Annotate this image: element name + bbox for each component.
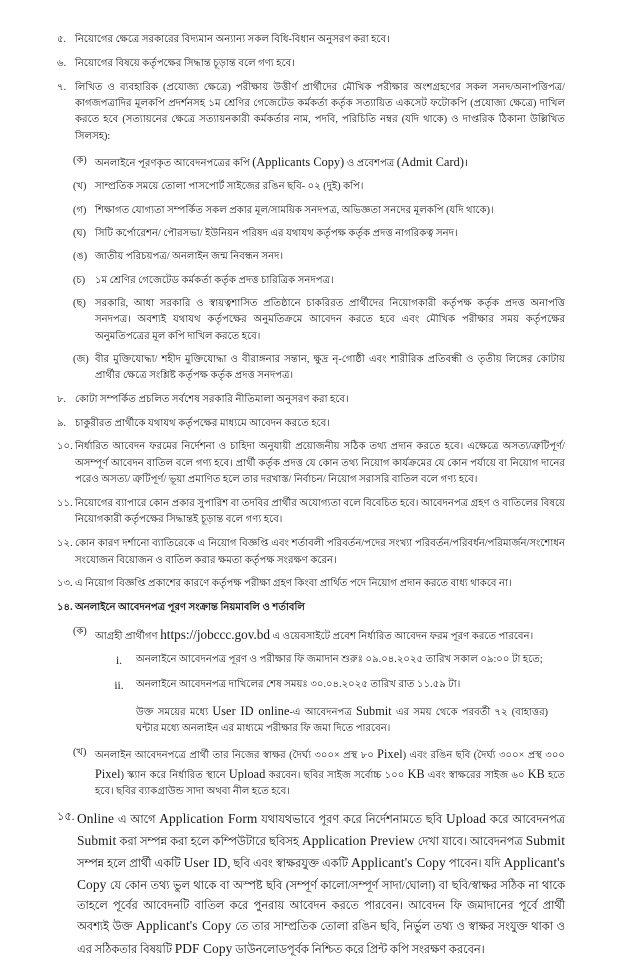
clause-9-text: চাকুরীরত প্রার্থীকে যথাযথ কর্তৃপক্ষের মাধ্যমে আবেদন করতে হবে। — [75, 417, 330, 429]
subclause-chha — [73, 296, 565, 345]
latin-term: KB — [527, 766, 545, 781]
clause-6-number: ৬. — [57, 57, 67, 69]
subclause-ga-label: (গ) — [73, 204, 87, 216]
clause-13 — [56, 576, 565, 592]
clause-6-text: নিয়োগের বিষয়ে কর্তৃপক্ষের সিদ্ধান্ত চূড়ান্ত বলে গণ্য হবে। — [75, 57, 295, 69]
clause-10-text: নির্ধারিত আবেদন ফরমের নির্দেশনা ও চাহিদা অনুযায়ী প্রয়োজনীয় সঠিক তথ্য প্রদান করতে হবে। এক্ষেত্রে অসত্য/ত্রুটিপূর্ণ/ অসম্পূর্ণ আবেদন বাতিল বলে গণ্য হবে। প্রার্থী কর্তৃক প্রদত্ত যে কোন তথ্য নিয়োগ কার্যক্রমের যে কোন পর্যায়ে বা নিয়োগ দানের পরেও অসত্য/ ত্রুটিপূর্ণ/ ভূয়া প্রমাণিত হলে তার দরখাস্ত/ নির্বাচন/ নিয়োগ সরাসরি বাতিল বলে গণ্য হবে। — [75, 441, 565, 486]
bengali-run: ) এবং রঙিন ছবি (দৈর্ঘ্য ৩০০× প্রস্থ ৩০০ — [402, 749, 565, 761]
subclause-ga-text — [95, 203, 565, 219]
ka-prefix-text: আগ্রহী প্রার্থীগণ — [95, 631, 161, 643]
bengali-run: ও প্রবেশপত্র — [344, 157, 397, 169]
bengali-run: যে কোন তথ্য ভুল থাকে বা অস্পষ্ট ছবি (সম্পূর্ণ কালো/সম্পূর্ণ সাদা/ঘোলা) বা ছবি/স্বাক্ষর সঠিক না থাকে তাহলে পূর্বের আবেদনটি বাতিল করে পুনরায় আবেদন করতে পারবেন। আবেদন ফি জমাদানের পূর্বে প্রার্থী অবশ্যই উক্ত — [77, 880, 565, 934]
clause-14-roman-item-ii — [102, 677, 565, 696]
clause-11-text: নিয়োগের ব্যাপারে কোন প্রকার সুপারিশ বা তদবির প্রার্থীর অযোগ্যতা বলে বিবেচিত হবে। আবেদনপত্র গ্রহণ ও বাতিলের বিষয়ে নিয়োগকারী কর্তৃপক্ষের সিদ্ধান্তই চূড়ান্ত বলে গণ্য হবে। — [75, 497, 565, 526]
subclause-gha-text — [95, 226, 565, 242]
subclause-ja-text — [95, 352, 565, 385]
clause-10-number: ১০. — [57, 441, 73, 453]
subclause-ka-text — [95, 153, 565, 173]
latin-term: Application Preview — [301, 832, 415, 848]
clause-15-text — [77, 808, 565, 960]
clause-14-subclause-ka-label: (ক) — [73, 626, 87, 638]
clause-14 — [56, 600, 565, 616]
bengali-run: হতে হবে। ছবির ব্যাকগ্রাউন্ড সাদা অথবা নীল হতে হবে। — [95, 769, 565, 798]
latin-term: Applicant's Copy — [351, 855, 446, 871]
subclause-una-label: (ঙ) — [73, 251, 88, 263]
clause-11-number: ১১. — [57, 497, 73, 509]
clause-14-subclause-kha-label: (খ) — [73, 746, 87, 758]
clause-14-subclause-ka-text — [95, 624, 565, 645]
subclause-ka-label: (ক) — [73, 154, 87, 166]
bengali-run: যথাযথভাবে পূরণ করে নির্দেশনামতে ছবি — [257, 813, 446, 826]
bengali-run: -এ আবেদনপত্র — [289, 706, 356, 718]
bengali-run: সিটি কর্পোরেশন/ পৌরসভা/ ইউনিয়ন পরিষদ এর যথাযথ কর্তৃপক্ষ কর্তৃক প্রদত্ত নাগরিকত্ব সনদ। — [95, 228, 458, 240]
latin-term: Upload — [446, 810, 487, 826]
latin-term: PDF Copy — [174, 940, 233, 956]
bengali-run: , ছবি এবং স্বাক্ষরযুক্ত একটি — [227, 858, 352, 871]
subclause-kha-label: (খ) — [73, 181, 87, 193]
bengali-run: এ আগে — [114, 813, 160, 826]
clause-11 — [56, 496, 565, 529]
subclause-kha — [73, 179, 565, 195]
clause-7-text: লিখিত ও ব্যবহারিক (প্রযোজ্য ক্ষেত্রে) পরীক্ষায় উত্তীর্ণ প্রার্থীদের মৌখিক পরীক্ষার অংশগ্রহণের সকল সনদ/অনাপত্তিপত্র/ কাগজপত্রাদির মূলকপি প্রদর্শনসহ ১ম শ্রেণির গেজেটেড কর্মকর্তা কর্তৃক সত্যায়িত একসেট ফটোকপি (প্রযোজ্য ক্ষেত্রে) দাখিল করতে হবে (সত্যায়নের ক্ষেত্রে সত্যায়নকারী কর্মকর্তার নাম, পদবি, পরিচিতি নম্বর (যদি থাকে) ও দাপ্তরিক ঠিকানা উল্লিখিত সিলসহ): — [75, 81, 565, 142]
roman-text-i: অনলাইনে আবেদনপত্র পূরণ ও পরীক্ষার ফি জমাদান শুরুঃ ০৯.০৪.২০২৫ তারিখ সকাল ০৯:০০ টা হতে; — [136, 654, 543, 666]
clause-5-text: নিয়োগের ক্ষেত্রে সরকারের বিদ্যমান অন্যান্য সকল বিধি-বিধান অনুসরণ করা হবে। — [75, 34, 390, 45]
subclause-cha — [73, 273, 565, 289]
latin-term: Application Form — [159, 810, 258, 826]
clause-14-subclause-ka — [73, 624, 565, 645]
subclause-kha-text — [95, 179, 565, 195]
latin-term: Pixel — [95, 766, 121, 781]
latin-term: Submit — [77, 832, 117, 848]
latin-term: Online — [77, 810, 115, 826]
clause-14-subclause-kha-text — [95, 745, 565, 801]
latin-term: Applicant's Copy — [136, 918, 232, 934]
roman-label-i: i. — [115, 655, 123, 668]
bengali-run: এবং স্বাক্ষরের সাইজ ৬০ — [424, 769, 528, 781]
clause-12-number: ১২. — [57, 538, 73, 550]
clause-5-number: ৫. — [57, 34, 67, 45]
latin-term: Submit — [355, 703, 392, 718]
clause-10 — [56, 439, 565, 488]
clause-14-subclause-kha — [73, 745, 565, 801]
latin-term: Applicant's Copy — [77, 855, 565, 893]
subclause-una — [73, 249, 565, 265]
bengali-run: । — [463, 157, 468, 169]
clause-5 — [56, 32, 565, 48]
clause-12 — [56, 536, 565, 569]
clause-6 — [56, 56, 565, 72]
subclause-ga — [73, 203, 565, 219]
bengali-run: তে তার সাম্প্রতিক তোলা রঙিন ছবি, নির্ভুল তথ্য ও স্বাক্ষর সংযুক্ত থাকা ও এর সঠিকতার বিষয়টি — [77, 921, 565, 956]
bengali-run: সরকারি, আধা সরকারি ও স্বায়ত্বশাসিত প্রতিষ্ঠানে চাকরিরত প্রার্থীদের নিয়োগকারী কর্তৃপক্ষ কর্তৃক প্রদত্ত অনাপত্তি সনদপত্র। অবশ্যই যথাযথ কর্তৃপক্ষের অনুমতিক্রমে আবেদন করতে হবে এবং মৌখিক পরীক্ষার সময় কর্তৃপক্ষের অনুমতিপত্রের মূল কপি দাখিল করতে হবে। — [95, 298, 565, 342]
bengali-run: ১ম শ্রেণির গেজেটেড কর্মকর্তা কর্তৃক প্রদত্ত চারিত্রিক সনদপত্র। — [95, 274, 334, 286]
bengali-run: সাম্প্রতিক সময়ে তোলা পাসপোর্ট সাইজের রঙিন ছবি- ০২ (দুই) কপি। — [95, 181, 364, 193]
subclause-chha-label: (ছ) — [73, 298, 86, 310]
clause-7-number: ৭. — [57, 81, 67, 93]
subclause-una-text — [95, 249, 565, 265]
bengali-run: করা সম্পন্ন করা হলে কম্পিউটারে ছবিসহ — [116, 835, 302, 848]
clause-8-text: কোটা সম্পর্কিত প্রচলিত সর্বশেষ সরকারি নীতিমালা অনুসরণ করা হবে। — [75, 393, 349, 405]
clause-8 — [56, 392, 565, 408]
bengali-run: করে আবেদনপত্র — [486, 813, 565, 826]
clause-9 — [56, 416, 565, 432]
bengali-run: উক্ত সময়ের মধ্যে — [136, 706, 213, 718]
bengali-run: ) স্ক্যান করে নির্ধারিত স্থানে — [120, 769, 229, 781]
clause-7-subclause-list — [56, 153, 565, 385]
clause-13-number: ১৩. — [57, 578, 73, 590]
clause-14-roman-note — [136, 702, 548, 738]
bengali-run: করবেন। ছবির সাইজ সর্বোচ্চ ১০০ — [265, 769, 408, 781]
clause-13-text: এ নিয়োগ বিজ্ঞপ্তি প্রকাশের কারণে কর্তৃপক্ষ পরীক্ষা গ্রহণ কিংবা প্রার্থিত পদে নিয়োগ প্রদান করতে বাধ্য থাকবে না। — [75, 578, 512, 590]
clause-12-text: কোন কারণ দর্শানো ব্যাতিরেকে এ নিয়োগ বিজ্ঞপ্তি এবং শর্তাবলী পরিবর্তন/পদের সংখ্যা পরিবর্তন/পরিবর্ধন/পরিমার্জন/সংশোধন সংযোজন বিয়োজন ও বাতিল করার ক্ষমতা কর্তৃপক্ষ সংরক্ষণ করেন। — [75, 538, 565, 566]
bengali-run: অনলাইনে পূরণকৃত আবেদনপত্রের কপি — [95, 157, 253, 169]
bengali-run: বীর মুক্তিযোদ্ধা/ শহীদ মুক্তিযোদ্ধা ও বীরাঙ্গনার সন্তান, ক্ষুদ্র নৃ-গোষ্ঠী এবং শারীরিক প্রতিবন্ধী ও তৃতীয় লিঙ্গের কোটায় প্রার্থীর ক্ষেত্রে সংশ্লিষ্ট কর্তৃপক্ষ কর্তৃক প্রদত্ত সনদপত্র। — [95, 354, 565, 382]
subclause-ja-label: (জ) — [73, 354, 89, 366]
bengali-run: পাবেন। যদি — [445, 858, 504, 871]
bengali-run: জাতীয় পরিচয়পত্র/ অনলাইন জন্ম নিবন্ধন সনদ। — [95, 251, 284, 263]
subclause-gha — [73, 226, 565, 242]
latin-term: Upload — [228, 766, 266, 781]
roman-label-ii: ii. — [114, 680, 124, 693]
subclause-gha-label: (ঘ) — [73, 228, 86, 240]
clause-15 — [56, 808, 565, 960]
bengali-run: সম্পন্ন হলে প্রার্থী একটি — [77, 858, 184, 871]
clause-15-number: ১৫. — [57, 810, 75, 823]
bengali-run: দেখা যাবে। আবেদনপত্র — [414, 835, 526, 848]
latin-term: (Admit Card) — [396, 154, 464, 169]
latin-term: (Applicants Copy) — [252, 154, 345, 169]
document-body — [56, 32, 565, 960]
subclause-cha-label: (চ) — [73, 274, 86, 286]
latin-term: User ID — [183, 855, 228, 871]
subclause-ka — [73, 153, 565, 173]
latin-term: Submit — [525, 832, 566, 848]
latin-term: Pixel — [377, 746, 403, 761]
subclause-chha-text — [95, 296, 565, 345]
latin-term: KB — [407, 766, 425, 781]
application-website-url[interactable]: https://jobccc.gov.bd — [160, 627, 270, 643]
subclause-ja — [73, 352, 565, 385]
roman-text-ii: অনলাইনে আবেদনপত্র দাখিলের শেষ সময়ঃ ৩০.০৪.২০২৫ তারিখ রাত ১১.৫৯ টা। — [136, 679, 461, 691]
latin-term: User ID online — [212, 703, 290, 718]
clause-14-number: ১৪. — [57, 602, 73, 614]
clause-9-number: ৯. — [57, 417, 67, 429]
ka-suffix-text: এ ওয়েবসাইটে প্রবেশ নির্ধারিত আবেদন ফরম পূরণ করতে পারবেন। — [269, 631, 534, 643]
subclause-cha-text — [95, 273, 565, 289]
clause-7 — [56, 80, 565, 145]
bengali-run: শিক্ষাগত যোগ্যতা সম্পর্কিত সকল প্রকার মূল/সাময়িক সনদপত্র, অভিজ্ঞতা সনদের মূলকপি (যদি থাকে)। — [95, 204, 494, 216]
bengali-run: অনলাইন আবেদনপত্রে প্রার্থী তার নিজের স্বাক্ষর (দৈর্ঘ্য ৩০০× প্রস্থ ৮০ — [95, 749, 378, 761]
bengali-run: এর সময় থেকে পরবর্তী ৭২ (বাহাত্তর) ঘন্টার মধ্যে অনলাইন এর মাধ্যমে পরীক্ষার ফি জমা দিতে পারবেন। — [136, 706, 548, 735]
clause-14-heading: অনলাইনে আবেদনপত্র পূরণ সংক্রান্ত নিয়মাবলি ও শর্তাবলি — [75, 602, 305, 614]
clause-8-number: ৮. — [57, 393, 67, 405]
clause-14-roman-item-i — [102, 652, 565, 671]
bengali-run: ডাউনলোডপূর্বক নিশ্চিত করে প্রিন্ট কপি সংরক্ষণ করবেন। — [232, 943, 485, 956]
